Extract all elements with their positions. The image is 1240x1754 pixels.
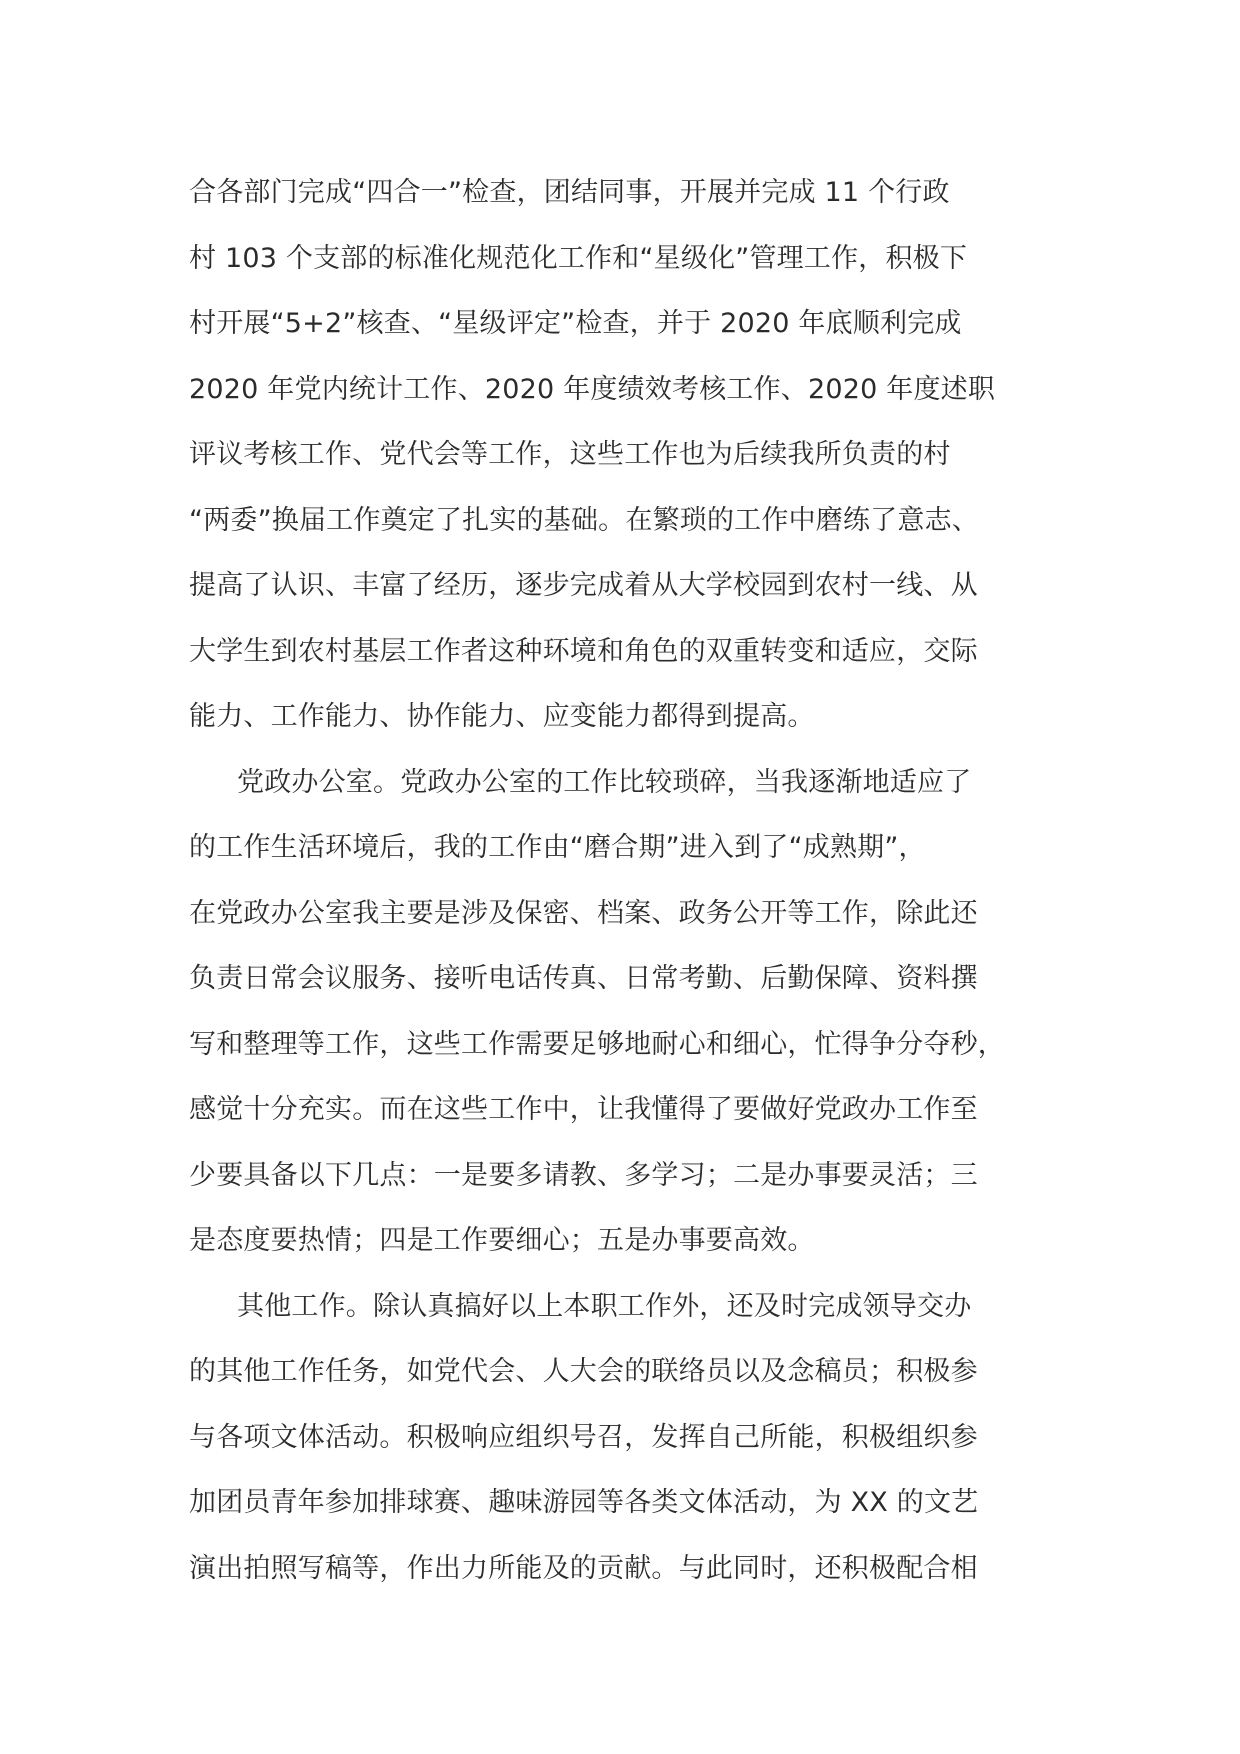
text-line: 感觉十分充实。而在这些工作中，让我懂得了要做好党政办工作至 [189, 1094, 978, 1125]
text-line: 村 103 个支部的标准化规范化工作和“星级化”管理工作，积极下 [189, 242, 968, 274]
text-line: 写和整理等工作，这些工作需要足够地耐心和细心，忙得争分夺秒， [189, 1028, 1005, 1060]
text-line: 评议考核工作、党代会等工作，这些工作也为后续我所负责的村 [189, 439, 951, 470]
text-line: 的工作生活环境后，我的工作由“磨合期”进入到了“成熟期”， [189, 832, 926, 863]
paragraph-first-line: 党政办公室。党政办公室的工作比较琐碎，当我逐渐地适应了 [237, 766, 972, 798]
text-line: 少要具备以下几点：一是要多请教、多学习；二是办事要灵活；三 [189, 1159, 978, 1191]
text-line: 合各部门完成“四合一”检查，团结同事，开展并完成 11 个行政 [189, 177, 950, 208]
text-line: 村开展“5+2”核查、“星级评定”检查，并于 2020 年底顺利完成 [189, 308, 962, 339]
text-line: 加团员青年参加排球赛、趣味游园等各类文体活动，为 XX 的文艺 [189, 1487, 979, 1518]
text-line: 的其他工作任务，如党代会、人大会的联络员以及念稿员；积极参 [189, 1356, 978, 1387]
paragraph-first-line: 其他工作。除认真搞好以上本职工作外，还及时完成领导交办 [237, 1290, 972, 1322]
text-line: “两委”换届工作奠定了扎实的基础。在繁琐的工作中磨练了意志、 [189, 504, 979, 536]
text-line: 提高了认识、丰富了经历，逐步完成着从大学校园到农村一线、从 [189, 570, 978, 601]
text-line: 能力、工作能力、协作能力、应变能力都得到提高。 [189, 701, 815, 732]
text-line: 在党政办公室我主要是涉及保密、档案、政务公开等工作，除此还 [189, 897, 978, 929]
text-line: 2020 年党内统计工作、2020 年度绩效考核工作、2020 年度述职 [189, 373, 996, 405]
text-line: 负责日常会议服务、接听电话传真、日常考勤、后勤保障、资料撰 [189, 963, 978, 994]
text-line: 大学生到农村基层工作者这种环境和角色的双重转变和适应，交际 [189, 635, 978, 667]
body-text [189, 160, 1069, 1601]
text-line: 与各项文体活动。积极响应组织号召，发挥自己所能，积极组织参 [189, 1421, 978, 1453]
text-line: 演出拍照写稿等，作出力所能及的贡献。与此同时，还积极配合相 [189, 1552, 978, 1584]
text-line: 是态度要热情；四是工作要细心；五是办事要高效。 [189, 1225, 815, 1256]
